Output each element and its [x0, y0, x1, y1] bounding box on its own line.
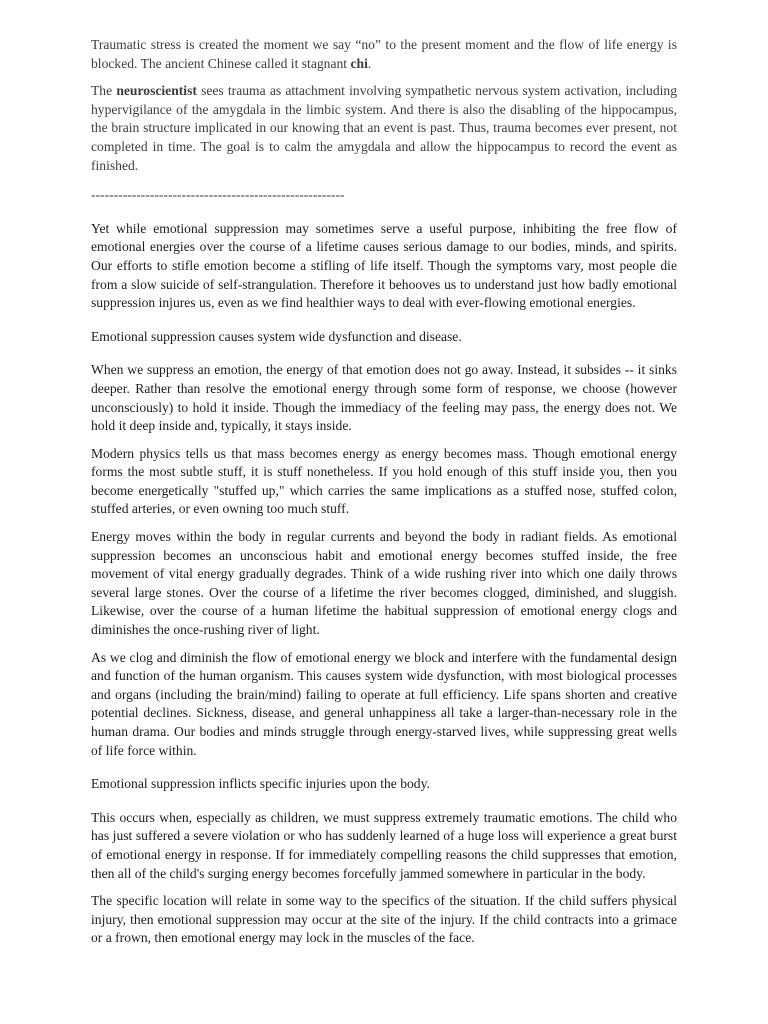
- paragraph-text: The: [91, 83, 117, 99]
- paragraph-text: .: [367, 55, 372, 71]
- bold-term-chi: chi: [350, 55, 368, 71]
- paragraph-stagnant-chi: [91, 36, 677, 73]
- heading-specific-injuries: Emotional suppression inflicts specific injuries upon the body.: [91, 776, 430, 792]
- separator-line: --------------------------------------------------------: [91, 187, 345, 203]
- paragraph-specific-location: The specific location will relate in some way to the specifics of the situation. If the child suffers physical injury, then emotional suppression may occur at the site of the injury. If the child contracts into a grimace or a frown, then emotional energy may lock in the muscles of the face.: [91, 893, 677, 946]
- paragraph-energy-subsides: When we suppress an emotion, the energy of that emotion does not go away. Instead, it subsides -- it sinks deeper. Rather than resolve the emotional energy through some form of response, we choose (however unconsciously) to hold it inside. Though the immediacy of the feeling may pass, the energy does not. We hold it deep inside and, typically, it stays inside.: [91, 362, 677, 434]
- paragraph-text: sees trauma as attachment involving sympathetic nervous system activation, including hypervigilance of the amygdala in the limbic system. And there is also the disabling of the hippocampus, the brain structure implicated in our knowing that an event is past. Thus, trauma becomes ever present, not completed in time. The goal is to calm the amygdala and allow the hippocampus to record the event as finished.: [91, 83, 677, 173]
- paragraph-childhood-trauma: This occurs when, especially as children, we must suppress extremely traumatic emotions. The child who has just suffered a severe violation or who has suddenly learned of a huge loss will experience a great burst of emotional energy in response. If for immediately compelling reasons the child suppresses that emotion, then all of the child's surging energy becomes forcefully jammed somewhere in particular in the body.: [91, 809, 677, 881]
- paragraph-modern-physics: Modern physics tells us that mass becomes energy as energy becomes mass. Though emotional energy forms the most subtle stuff, it is stuff nonetheless. If you hold enough of this stuff inside you, then you become energetically "stuffed up," which carries the same implications as a stuffed nose, stuffed colon, stuffed arteries, or even owning too much stuff.: [91, 445, 677, 517]
- paragraph-clog-flow: As we clog and diminish the flow of emotional energy we block and interfere with the fundamental design and function of the human organism. This causes system wide dysfunction, with most biological processes and organs (including the brain/mind) failing to operate at full efficiency. Life spans shorten and creative potential declines. Sickness, disease, and general unhappiness all take a larger-than-necessary role in the human drama. Our bodies and minds struggle through energy-starved lives, while suppressing great wells of life force within.: [91, 649, 677, 758]
- paragraph-energy-currents: Energy moves within the body in regular currents and beyond the body in radiant fields. As emotional suppression becomes an unconscious habit and emotional energy becomes stuffed inside, the free movement of vital energy gradually degrades. Think of a wide rushing river into which one daily throws several large stones. Over the course of a lifetime the river becomes clogged, diminished, and sluggish. Likewise, over the course of a human lifetime the habitual suppression of emotional energy clogs and diminishes the once-rushing river of light.: [91, 529, 677, 638]
- heading-system-dysfunction: Emotional suppression causes system wide dysfunction and disease.: [91, 328, 462, 344]
- paragraph-suppression-intro: Yet while emotional suppression may sometimes serve a useful purpose, inhibiting the free flow of emotional energies over the course of a lifetime causes serious damage to our bodies, minds, and spirits. Our efforts to stifle emotion become a stifling of life itself. Though the symptoms vary, most people die from a slow suicide of self-strangulation. Therefore it behooves us to understand just how badly emotional suppression injures us, even as we find healthier ways to deal with ever-flowing emotional energies.: [91, 220, 677, 311]
- bold-term-neuroscientist: neuroscientist: [116, 83, 197, 99]
- paragraph-text: Traumatic stress is created the moment we say “no” to the present moment and the flow of life energy is blocked. The ancient Chinese called it stagnant: [91, 37, 677, 71]
- paragraph-neuroscientist: [91, 82, 677, 175]
